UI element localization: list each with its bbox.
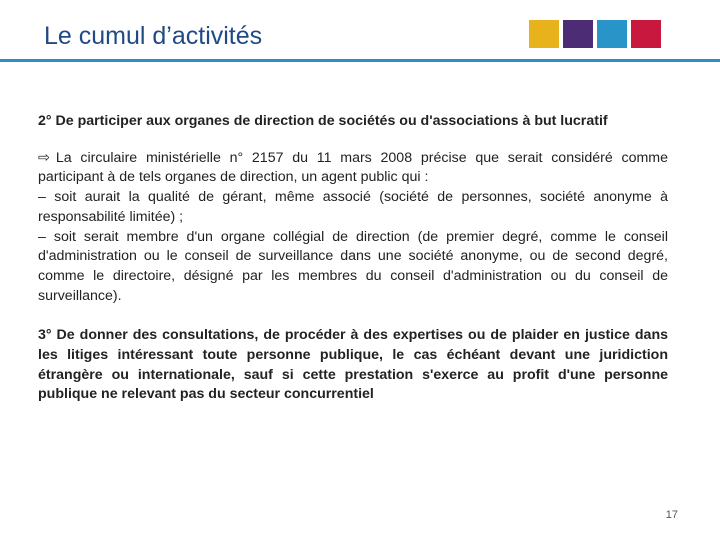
circular-item-gerant: – soit aurait la qualité de gérant, même associé (société de personnes, société anonyme à responsabilité limitée) ; [38, 189, 668, 225]
color-square-yellow [529, 20, 559, 48]
paragraph-point-3: 3° De donner des consultations, de procéder à des expertises ou de plaider en justice dans les litiges intéressant toute personne publique, le cas échéant devant une juridiction étrangère ou internationale, sauf si cette prestation s'exerce au profit d'une personne publique ne relevant pas du secteur concurrentiel [38, 327, 668, 403]
circular-paragraph [38, 149, 668, 307]
header-divider [0, 59, 720, 62]
color-square-purple [563, 20, 593, 48]
hollow-arrow-icon: ⇨ [38, 149, 50, 166]
color-square-red [631, 20, 661, 48]
slide-body [38, 112, 668, 405]
paragraph-point-2: 2° De participer aux organes de direction de sociétés ou d'associations à but lucratif [38, 113, 608, 129]
circular-intro-text: La circulaire ministérielle n° 2157 du 11 mars 2008 précise que serait considéré comme participant à de tels organes de direction, un agent public qui : [38, 149, 668, 186]
circular-intro [38, 149, 668, 188]
decorative-color-squares [529, 20, 661, 48]
color-square-blue [597, 20, 627, 48]
circular-item-organe: – soit serait membre d'un organe collégial de direction (de premier degré, comme le conseil d'administration ou le conseil de surveillance dans une société anonyme, ou de second degré, comme le directoire, désigné par les membres du conseil d'administration ou du conseil de surveillance). [38, 228, 668, 304]
page-number: 17 [665, 509, 678, 521]
slide-title: Le cumul d’activités [44, 22, 263, 50]
